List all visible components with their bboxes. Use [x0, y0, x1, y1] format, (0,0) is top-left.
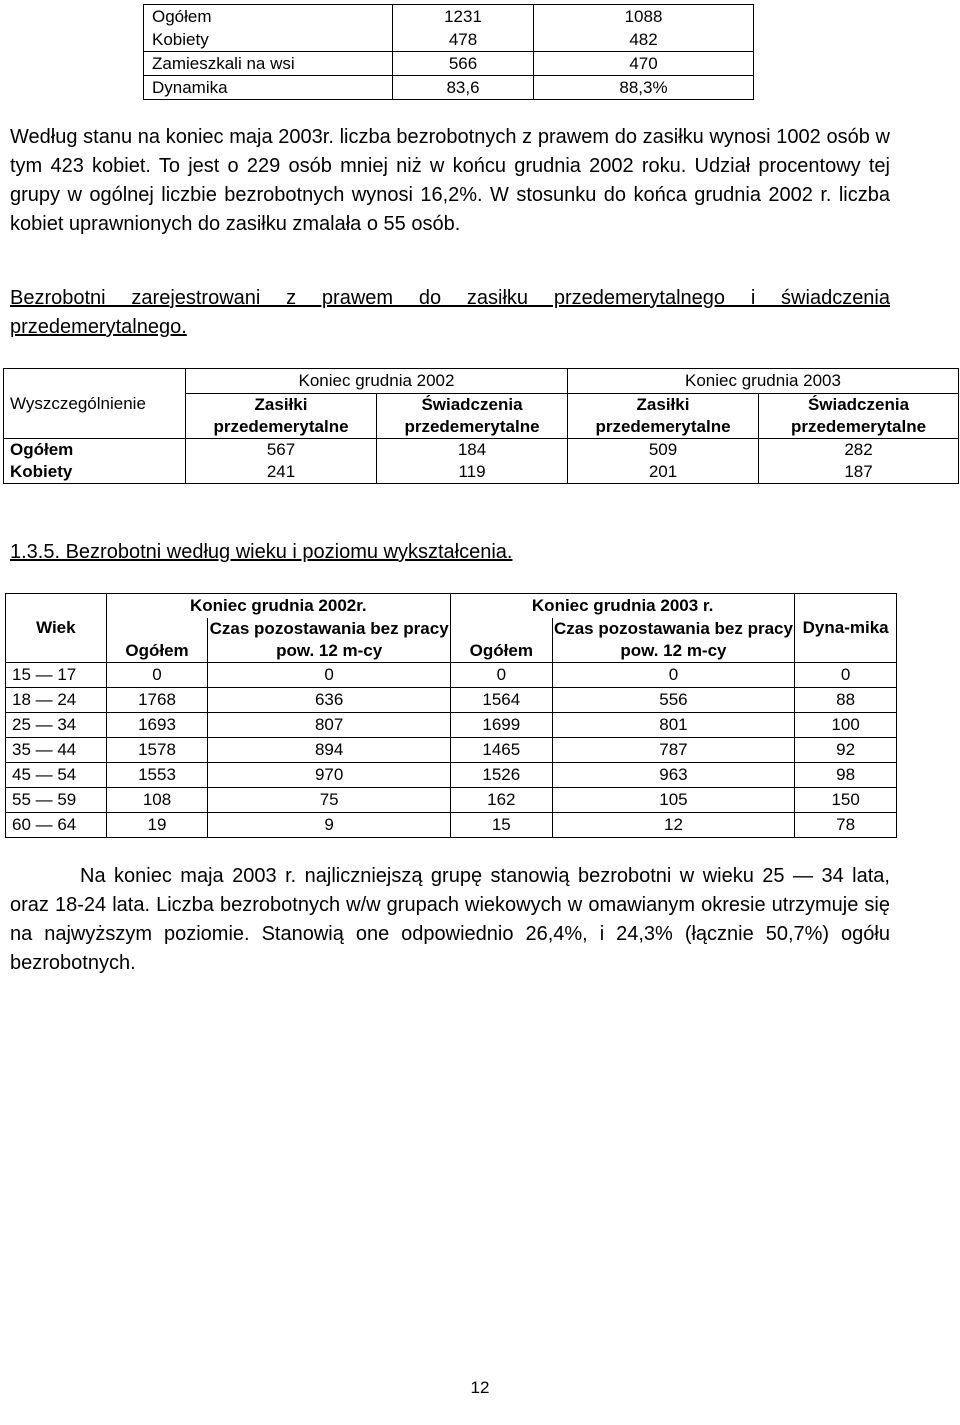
table-cell: 108 [106, 788, 208, 813]
table-row [144, 28, 754, 52]
row-label: Dynamika [144, 76, 393, 100]
row-label: 45 — 54 [6, 763, 107, 788]
column-header: Koniec grudnia 2003 [568, 369, 959, 394]
age-table [5, 593, 897, 838]
table-cell: 12 [552, 813, 795, 838]
table-cell: 1578 [106, 738, 208, 763]
column-header: Czas pozostawania bez pracy pow. 12 m-cy [208, 618, 451, 663]
table-row [6, 663, 897, 688]
column-header: Świadczenia przedemerytalne [377, 394, 568, 439]
table-cell: 556 [552, 688, 795, 713]
table-header-row [6, 594, 897, 619]
paragraph-text: Na koniec maja 2003 r. najliczniejszą grupę stanowią bezrobotni w wieku 25 — 34 lata, oraz 18-24 lata. Liczba bezrobotnych w/w grupach wiekowych w omawianym okresie utrzymuje się na najwyższym poziomie. Stanowią one odpowiednio 26,4%, i 24,3% (łącznie 50,7%) ogółu bezrobotnych. [10, 865, 890, 974]
table-row [4, 439, 959, 462]
row-label: Ogółem [144, 5, 393, 29]
table-cell: 0 [106, 663, 208, 688]
table-cell: 78 [795, 813, 897, 838]
table-cell: 75 [208, 788, 451, 813]
table-row [144, 52, 754, 76]
table-cell: 100 [795, 713, 897, 738]
table-cell: 1699 [450, 713, 552, 738]
table-row [6, 813, 897, 838]
table-cell: 0 [450, 663, 552, 688]
column-header: Koniec grudnia 2002 [186, 369, 568, 394]
table-cell: 119 [377, 461, 568, 484]
row-label: 25 — 34 [6, 713, 107, 738]
table-cell: 1526 [450, 763, 552, 788]
table-cell: 0 [552, 663, 795, 688]
column-header: Wyszczególnienie [4, 369, 186, 439]
table-cell: 1564 [450, 688, 552, 713]
column-header: Ogółem [450, 618, 552, 663]
table-cell: 567 [186, 439, 377, 462]
table-cell: 1088 [534, 5, 754, 29]
row-label: Kobiety [144, 28, 393, 52]
column-header: Dyna-mika [795, 594, 897, 663]
table-cell: 801 [552, 713, 795, 738]
table-row [6, 713, 897, 738]
column-header: Ogółem [106, 618, 208, 663]
table-row [6, 788, 897, 813]
preretirement-table [3, 368, 959, 484]
table-cell: 201 [568, 461, 759, 484]
paragraph-zasilki: Według stanu na koniec maja 2003r. liczba bezrobotnych z prawem do zasiłku wynosi 1002 osób w tym 423 kobiet. To jest o 229 osób mniej niż w końcu grudnia 2002 roku. Udział procentowy tej grupy w ogólnej liczbie bezrobotnych wynosi 16,2%. W stosunku do końca grudnia 2002 r. liczba kobiet uprawnionych do zasiłku zmalała o 55 osób. [10, 126, 890, 235]
table-cell: 0 [795, 663, 897, 688]
row-label: 35 — 44 [6, 738, 107, 763]
table-cell: 105 [552, 788, 795, 813]
table-cell: 15 [450, 813, 552, 838]
table-cell: 482 [534, 28, 754, 52]
table-cell: 184 [377, 439, 568, 462]
table-cell: 807 [208, 713, 451, 738]
table-cell: 970 [208, 763, 451, 788]
table-cell: 19 [106, 813, 208, 838]
row-label: 55 — 59 [6, 788, 107, 813]
table-cell: 150 [795, 788, 897, 813]
table-row [6, 688, 897, 713]
page-number: 12 [470, 1378, 490, 1397]
table-row [6, 738, 897, 763]
row-label: 15 — 17 [6, 663, 107, 688]
table-cell: 88,3% [534, 76, 754, 100]
paragraph-summary [10, 862, 890, 978]
table-cell: 92 [795, 738, 897, 763]
table-row [4, 461, 959, 484]
table-cell: 478 [393, 28, 534, 52]
table-cell: 1231 [393, 5, 534, 29]
table-cell: 187 [759, 461, 959, 484]
column-header: Zasiłki przedemerytalne [186, 394, 377, 439]
section-heading: 1.3.5. Bezrobotni według wieku i poziomu wykształcenia. [10, 541, 513, 563]
summary-table [143, 4, 754, 100]
column-header: Świadczenia przedemerytalne [759, 394, 959, 439]
table-cell: 963 [552, 763, 795, 788]
table-header-row [4, 369, 959, 394]
table-row [144, 76, 754, 100]
table-cell: 83,6 [393, 76, 534, 100]
row-label: 60 — 64 [6, 813, 107, 838]
table-cell: 787 [552, 738, 795, 763]
column-header: Koniec grudnia 2002r. [106, 594, 450, 619]
table-cell: 241 [186, 461, 377, 484]
table-header-row [6, 618, 897, 663]
row-label: Kobiety [4, 461, 186, 484]
table-row [144, 5, 754, 29]
table-cell: 162 [450, 788, 552, 813]
table-cell: 1553 [106, 763, 208, 788]
table-cell: 282 [759, 439, 959, 462]
table-cell: 1465 [450, 738, 552, 763]
table-cell: 509 [568, 439, 759, 462]
row-label: Ogółem [4, 439, 186, 462]
column-header: Wiek [6, 594, 107, 663]
table-cell: 9 [208, 813, 451, 838]
paragraph-przedemerytalne: Bezrobotni zarejestrowani z prawem do zasiłku przedemerytalnego i świadczenia przedemerytalnego. [10, 287, 890, 338]
table-cell: 0 [208, 663, 451, 688]
column-header: Koniec grudnia 2003 r. [450, 594, 794, 619]
table-cell: 98 [795, 763, 897, 788]
column-header: Czas pozostawania bez pracy pow. 12 m-cy [552, 618, 795, 663]
table-cell: 636 [208, 688, 451, 713]
table-cell: 1693 [106, 713, 208, 738]
row-label: Zamieszkali na wsi [144, 52, 393, 76]
table-cell: 894 [208, 738, 451, 763]
table-cell: 1768 [106, 688, 208, 713]
column-header: Zasiłki przedemerytalne [568, 394, 759, 439]
table-cell: 470 [534, 52, 754, 76]
table-row [6, 763, 897, 788]
row-label: 18 — 24 [6, 688, 107, 713]
table-cell: 566 [393, 52, 534, 76]
table-cell: 88 [795, 688, 897, 713]
